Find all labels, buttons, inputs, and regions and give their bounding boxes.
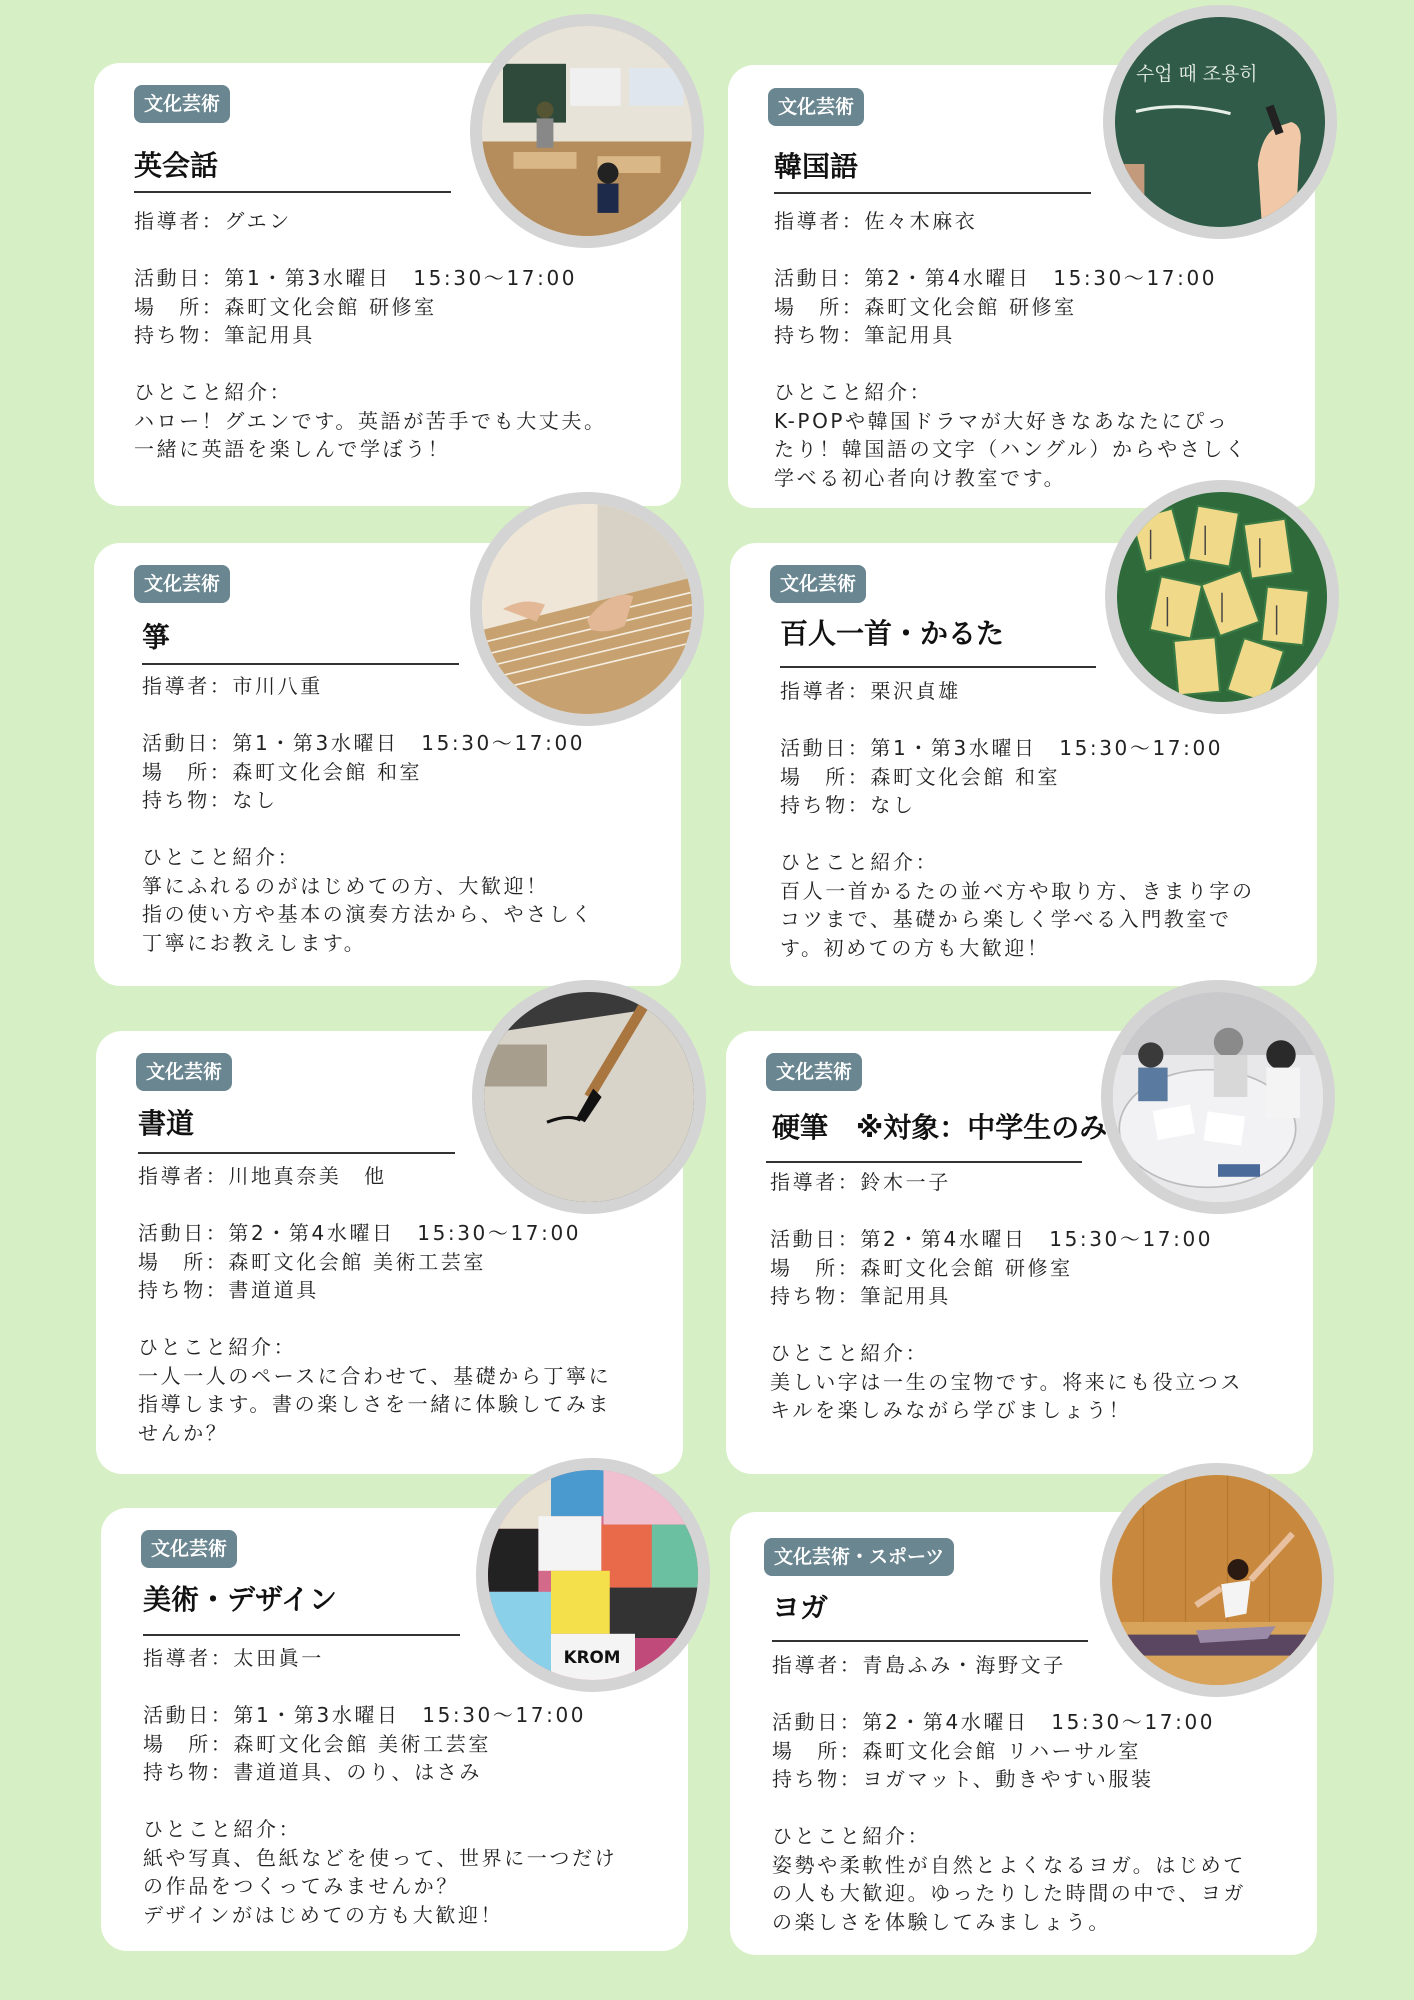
class-details bbox=[770, 1168, 1243, 1425]
items: 持ち物：なし bbox=[780, 793, 916, 817]
class-title: 韓国語 bbox=[774, 150, 859, 183]
intro-label: ひとこと紹介： bbox=[772, 1824, 931, 1848]
intro-line: 丁寧にお教えします。 bbox=[142, 930, 367, 955]
class-title: 百人一首・かるた bbox=[780, 617, 1005, 650]
intro-line: 箏にふれるのがはじめての方、大歓迎！ bbox=[142, 873, 549, 898]
category-badge: 文化芸術 bbox=[768, 88, 864, 126]
title-underline bbox=[780, 666, 1096, 668]
place: 場 所：森町文化会館 リハーサル室 bbox=[772, 1738, 1141, 1763]
intro-label: ひとこと紹介： bbox=[134, 380, 293, 404]
category-badge: 文化芸術 bbox=[136, 1053, 232, 1091]
items: 持ち物：ヨガマット、動きやすい服装 bbox=[772, 1767, 1154, 1791]
class-title: 英会話 bbox=[134, 149, 219, 182]
calligraphy-photo bbox=[472, 980, 706, 1214]
intro-line: 姿勢や柔軟性が自然とよくなるヨガ。はじめて bbox=[772, 1852, 1246, 1877]
intro-line: キルを楽しみながら学びましょう！ bbox=[770, 1398, 1132, 1422]
place: 場 所：森町文化会館 研修室 bbox=[770, 1255, 1073, 1280]
schedule: 活動日：第2・第4水曜日 15:30～17:00 bbox=[772, 1710, 1216, 1734]
category-badge: 文化芸術 bbox=[134, 85, 230, 123]
place: 場 所：森町文化会館 研修室 bbox=[134, 294, 437, 319]
chalkboard-photo bbox=[1103, 5, 1337, 239]
items: 持ち物：なし bbox=[142, 788, 278, 812]
class-details bbox=[143, 1644, 617, 1929]
category-badge: 文化芸術 bbox=[141, 1530, 237, 1568]
intro-line: の楽しさを体験してみましょう。 bbox=[772, 1909, 1111, 1934]
class-details bbox=[142, 672, 594, 957]
schedule: 活動日：第2・第4水曜日 15:30～17:00 bbox=[774, 266, 1218, 290]
class-details bbox=[772, 1651, 1246, 1936]
intro-line: たり！韓国語の文字（ハングル）からやさしく bbox=[774, 437, 1248, 461]
class-details bbox=[138, 1162, 611, 1447]
intro-line: 一人一人のペースに合わせて、基礎から丁寧に bbox=[138, 1363, 612, 1388]
class-title: 硬筆 ※対象：中学生のみ bbox=[772, 1111, 1108, 1144]
collage-photo bbox=[476, 1458, 710, 1692]
instructor: 指導者：市川八重 bbox=[142, 674, 323, 698]
place: 場 所：森町文化会館 研修室 bbox=[774, 294, 1077, 319]
penmanship-photo bbox=[1101, 980, 1335, 1214]
class-title: 書道 bbox=[138, 1107, 195, 1140]
schedule: 活動日：第1・第3水曜日 15:30～17:00 bbox=[134, 266, 578, 290]
intro-line: の作品をつくってみませんか？ bbox=[143, 1874, 459, 1898]
instructor: 指導者：佐々木麻衣 bbox=[774, 209, 978, 233]
title-underline bbox=[138, 1152, 455, 1154]
class-details bbox=[780, 677, 1255, 962]
instructor: 指導者：グエン bbox=[134, 209, 292, 233]
place: 場 所：森町文化会館 美術工芸室 bbox=[138, 1249, 486, 1274]
intro-line: ハロー！グエンです。英語が苦手でも大丈夫。 bbox=[134, 408, 607, 433]
title-underline bbox=[143, 1634, 460, 1636]
intro-line: 学べる初心者向け教室です。 bbox=[774, 465, 1067, 490]
intro-label: ひとこと紹介： bbox=[143, 1817, 302, 1841]
yoga-photo bbox=[1100, 1463, 1334, 1697]
title-underline bbox=[766, 1161, 1082, 1163]
items: 持ち物：書道道具、のり、はさみ bbox=[143, 1760, 482, 1784]
title-underline bbox=[134, 191, 451, 193]
karuta-photo bbox=[1105, 480, 1339, 714]
intro-label: ひとこと紹介： bbox=[142, 845, 301, 869]
class-title: 箏 bbox=[142, 621, 171, 654]
category-badge: 文化芸術 bbox=[770, 565, 866, 603]
items: 持ち物：書道道具 bbox=[138, 1278, 319, 1302]
instructor: 指導者：太田眞一 bbox=[143, 1646, 324, 1670]
intro-label: ひとこと紹介： bbox=[780, 850, 939, 874]
category-badge: 文化芸術 bbox=[766, 1053, 862, 1091]
class-details bbox=[774, 207, 1248, 492]
schedule: 活動日：第1・第3水曜日 15:30～17:00 bbox=[142, 731, 586, 755]
intro-label: ひとこと紹介： bbox=[138, 1335, 297, 1359]
koto-photo bbox=[470, 492, 704, 726]
intro-line: 紙や写真、色紙などを使って、世界に一つだけ bbox=[143, 1845, 618, 1870]
intro-label: ひとこと紹介： bbox=[774, 380, 933, 404]
category-badge: 文化芸術 bbox=[134, 565, 230, 603]
instructor: 指導者：鈴木一子 bbox=[770, 1170, 951, 1194]
title-underline bbox=[772, 1640, 1088, 1642]
category-badge: 文化芸術・スポーツ bbox=[764, 1538, 954, 1576]
intro-line: の人も大歓迎。ゆったりした時間の中で、ヨガ bbox=[772, 1881, 1246, 1905]
instructor: 指導者：青島ふみ・海野文子 bbox=[772, 1653, 1066, 1677]
schedule: 活動日：第2・第4水曜日 15:30～17:00 bbox=[770, 1227, 1214, 1251]
intro-line: K-POPや韓国ドラマが大好きなあなたにぴっ bbox=[774, 408, 1230, 433]
chalk-text: 수업 때 조용히 bbox=[1136, 63, 1258, 86]
items: 持ち物：筆記用具 bbox=[774, 323, 955, 347]
intro-line: す。初めての方も大歓迎！ bbox=[780, 935, 1050, 960]
intro-line: せんか？ bbox=[138, 1420, 229, 1445]
instructor: 指導者：栗沢貞雄 bbox=[780, 679, 961, 703]
place: 場 所：森町文化会館 美術工芸室 bbox=[143, 1731, 491, 1756]
intro-line: 一緒に英語を楽しんで学ぼう！ bbox=[134, 437, 451, 461]
intro-line: 美しい字は一生の宝物です。将来にも役立つス bbox=[770, 1369, 1243, 1394]
instructor: 指導者：川地真奈美 他 bbox=[138, 1164, 387, 1188]
items: 持ち物：筆記用具 bbox=[770, 1284, 951, 1308]
place: 場 所：森町文化会館 和室 bbox=[142, 759, 423, 784]
intro-line: 百人一首かるたの並べ方や取り方、きまり字の bbox=[780, 878, 1255, 903]
title-underline bbox=[142, 663, 459, 665]
class-title: ヨガ bbox=[772, 1591, 829, 1624]
schedule: 活動日：第1・第3水曜日 15:30～17:00 bbox=[780, 736, 1224, 760]
intro-label: ひとこと紹介： bbox=[770, 1341, 929, 1365]
class-details bbox=[134, 207, 607, 464]
schedule: 活動日：第2・第4水曜日 15:30～17:00 bbox=[138, 1221, 582, 1245]
classroom-photo bbox=[470, 14, 704, 248]
items: 持ち物：筆記用具 bbox=[134, 323, 315, 347]
place: 場 所：森町文化会館 和室 bbox=[780, 764, 1061, 789]
intro-line: コツまで、基礎から楽しく学べる入門教室で bbox=[780, 907, 1232, 931]
class-title: 美術・デザイン bbox=[143, 1583, 338, 1616]
intro-line: デザインがはじめての方も大歓迎！ bbox=[143, 1902, 504, 1927]
title-underline bbox=[774, 192, 1091, 194]
intro-line: 指の使い方や基本の演奏方法から、やさしく bbox=[142, 902, 594, 926]
intro-line: 指導します。書の楽しさを一緒に体験してみま bbox=[138, 1392, 611, 1416]
sticker-text: KROM bbox=[563, 1647, 621, 1668]
schedule: 活動日：第1・第3水曜日 15:30～17:00 bbox=[143, 1703, 587, 1727]
